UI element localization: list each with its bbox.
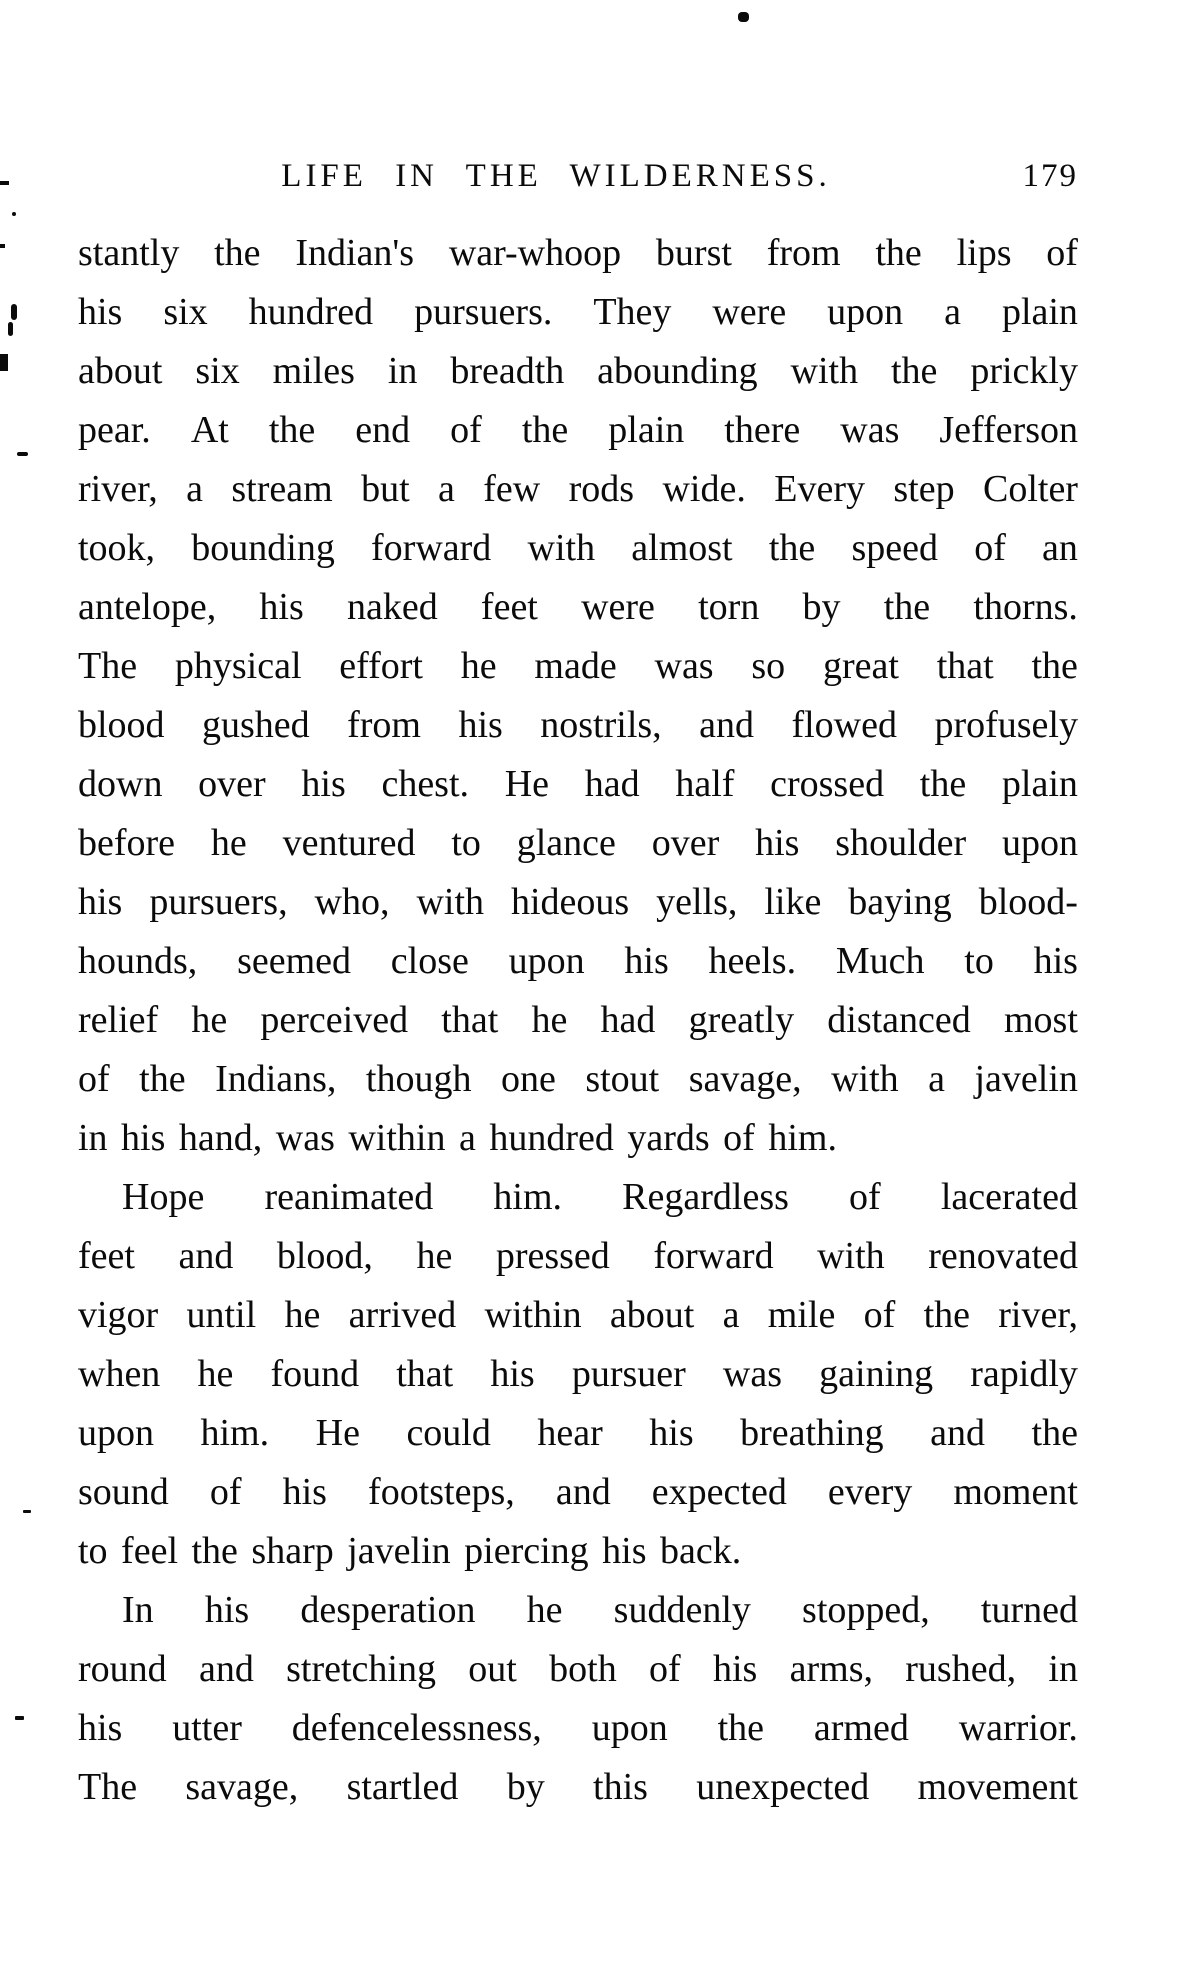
word: plain: [1001, 763, 1078, 805]
word: feet: [78, 1235, 135, 1277]
word: gaining: [819, 1353, 934, 1395]
word: his: [78, 881, 123, 923]
word: in: [387, 350, 418, 392]
word: an: [1042, 527, 1078, 569]
word: upon: [1001, 822, 1078, 864]
word: every: [827, 1471, 913, 1513]
word: he: [460, 645, 497, 687]
word: of: [1046, 232, 1078, 274]
word: He: [315, 1412, 360, 1454]
word: pressed: [495, 1235, 610, 1277]
word: the: [1031, 1412, 1078, 1454]
word: his: [649, 1412, 694, 1454]
scan-artifact-margin-dash-3: [17, 452, 28, 456]
word: crossed: [770, 763, 885, 805]
word: speed: [851, 527, 938, 569]
word: rods: [568, 468, 635, 510]
word: of: [849, 1176, 881, 1218]
word: pursuer: [571, 1353, 686, 1395]
word: seemed: [237, 940, 352, 982]
word: he: [284, 1294, 321, 1336]
word: profusely: [934, 704, 1078, 746]
word: six: [195, 350, 240, 392]
word: bounding: [191, 527, 335, 569]
word: pursuers.: [414, 291, 553, 333]
text-line: [78, 1227, 1078, 1286]
word: his: [204, 1589, 250, 1631]
word: The: [78, 1766, 138, 1808]
running-header-title: LIFE IN THE WILDERNESS.: [281, 158, 831, 194]
text-line: [78, 991, 1078, 1050]
word: down: [78, 763, 163, 805]
word: with: [817, 1235, 885, 1277]
word: arrived: [348, 1294, 457, 1336]
word: the: [214, 232, 261, 274]
text-line: [78, 873, 1078, 932]
word: a: [722, 1294, 740, 1336]
word: of: [450, 409, 482, 451]
word: wide.: [662, 468, 746, 510]
word: stretching: [286, 1648, 436, 1690]
word: blood-: [978, 881, 1078, 923]
word: hideous: [510, 881, 630, 923]
word: round: [78, 1648, 167, 1690]
word: of: [974, 527, 1006, 569]
word: utter: [172, 1707, 242, 1749]
word: so: [751, 645, 786, 687]
word: flowed: [791, 704, 897, 746]
word: the: [919, 763, 967, 805]
word: step: [893, 468, 955, 510]
word: arms,: [789, 1648, 873, 1690]
word: both: [549, 1648, 617, 1690]
word: there: [724, 409, 801, 451]
word: forward: [371, 527, 492, 569]
word: forward: [653, 1235, 774, 1277]
word: with: [831, 1058, 899, 1100]
scan-artifact-margin-dash-5: [15, 1716, 24, 1720]
word: the: [521, 409, 569, 451]
word: physical: [174, 645, 302, 687]
word: until: [186, 1294, 257, 1336]
word: desperation: [300, 1589, 476, 1631]
word: They: [593, 291, 672, 333]
word: the: [717, 1707, 764, 1749]
word: was: [654, 645, 714, 687]
word: though: [365, 1058, 472, 1100]
word: he: [531, 999, 568, 1041]
word: had: [584, 763, 640, 805]
word: his: [490, 1353, 535, 1395]
text-line: to feel the sharp javelin piercing his back.: [78, 1530, 742, 1572]
word: In: [122, 1589, 154, 1631]
word: Indians,: [215, 1058, 337, 1100]
word: stantly: [78, 232, 180, 274]
word: relief: [78, 999, 159, 1041]
word: nostrils,: [540, 704, 662, 746]
word: plain: [608, 409, 685, 451]
text-line: [78, 283, 1078, 342]
word: hounds,: [78, 940, 198, 982]
word: antelope,: [78, 586, 217, 628]
word: found: [270, 1353, 360, 1395]
word: like: [764, 881, 822, 923]
word: the: [923, 1294, 970, 1336]
word: heels.: [708, 940, 797, 982]
word: his: [282, 1471, 327, 1513]
word: prickly: [970, 350, 1078, 392]
word: and: [198, 1648, 254, 1690]
word: his: [78, 1707, 123, 1749]
running-header: [78, 156, 1078, 196]
word: Regardless: [622, 1176, 789, 1218]
word: Indian's: [295, 232, 415, 274]
word: that: [936, 645, 994, 687]
word: this: [593, 1766, 648, 1808]
word: movement: [917, 1766, 1078, 1808]
word: almost: [631, 527, 733, 569]
word: to: [451, 822, 481, 864]
text-line: [78, 814, 1078, 873]
word: and: [930, 1412, 986, 1454]
word: end: [355, 409, 411, 451]
word: upon: [827, 291, 904, 333]
word: war-whoop: [448, 232, 622, 274]
text-line: [78, 1581, 1078, 1640]
word: the: [139, 1058, 186, 1100]
scan-artifact-margin-dot-1: [12, 212, 16, 216]
body-text: [78, 224, 1078, 1817]
text-line: [78, 342, 1078, 401]
word: his: [78, 291, 123, 333]
word: ventured: [282, 822, 416, 864]
text-line: [78, 637, 1078, 696]
word: the: [768, 527, 816, 569]
word: sound: [78, 1471, 169, 1513]
word: the: [268, 409, 316, 451]
word: greatly: [688, 999, 795, 1041]
word: the: [883, 586, 931, 628]
word: torn: [698, 586, 760, 628]
word: burst: [655, 232, 732, 274]
word: one: [500, 1058, 556, 1100]
word: with: [527, 527, 596, 569]
word: glance: [516, 822, 616, 864]
word: his: [712, 1648, 758, 1690]
word: vigor: [78, 1294, 159, 1336]
word: feet: [480, 586, 538, 628]
text-line: [78, 1758, 1078, 1817]
word: expected: [651, 1471, 787, 1513]
word: Much: [835, 940, 925, 982]
word: river,: [998, 1294, 1078, 1336]
scan-artifact-margin-dash-1: [0, 181, 9, 185]
word: stout: [585, 1058, 660, 1100]
word: savage,: [688, 1058, 802, 1100]
word: abounding: [597, 350, 758, 392]
word: hundred: [248, 291, 374, 333]
text-line: [78, 1699, 1078, 1758]
word: pear.: [78, 409, 151, 451]
word: great: [822, 645, 899, 687]
word: the: [875, 232, 922, 274]
word: before: [78, 822, 176, 864]
text-line: [78, 460, 1078, 519]
text-line: [78, 755, 1078, 814]
word: half: [675, 763, 735, 805]
word: but: [361, 468, 410, 510]
word: armed: [813, 1707, 909, 1749]
text-line: [78, 519, 1078, 578]
word: had: [600, 999, 656, 1041]
word: most: [1003, 999, 1078, 1041]
word: yells,: [656, 881, 738, 923]
word: was: [840, 409, 900, 451]
word: and: [699, 704, 754, 746]
word: breadth: [450, 350, 565, 392]
word: miles: [272, 350, 355, 392]
word: out: [468, 1648, 517, 1690]
word: perceived: [260, 999, 409, 1041]
word: over: [651, 822, 720, 864]
text-line: [78, 1404, 1078, 1463]
word: he: [526, 1589, 563, 1631]
word: from: [347, 704, 421, 746]
text-line: in his hand, was within a hundred yards of him.: [78, 1117, 837, 1159]
word: about: [78, 350, 163, 392]
word: made: [534, 645, 617, 687]
text-line: [78, 401, 1078, 460]
word: with: [416, 881, 484, 923]
word: was: [722, 1353, 783, 1395]
word: river,: [78, 468, 158, 510]
word: he: [197, 1353, 234, 1395]
word: startled: [346, 1766, 459, 1808]
word: upon: [508, 940, 585, 982]
word: a: [928, 1058, 946, 1100]
word: he: [191, 999, 228, 1041]
word: his: [624, 940, 669, 982]
word: Colter: [982, 468, 1078, 510]
word: the: [890, 350, 938, 392]
text-line: [78, 1168, 1078, 1227]
scan-artifact-ink-blot-top: [738, 12, 749, 22]
text-line: [78, 1286, 1078, 1345]
text-line: [78, 932, 1078, 991]
scan-artifact-margin-mark-thick: [0, 354, 8, 371]
word: turned: [980, 1589, 1078, 1631]
word: savage,: [185, 1766, 299, 1808]
word: could: [406, 1412, 491, 1454]
word: effort: [339, 645, 423, 687]
word: warrior.: [958, 1707, 1078, 1749]
text-line: [78, 696, 1078, 755]
word: footsteps,: [368, 1471, 515, 1513]
word: his: [1033, 940, 1078, 982]
word: breathing: [740, 1412, 884, 1454]
word: defencelessness,: [291, 1707, 542, 1749]
word: The: [78, 645, 138, 687]
word: hear: [537, 1412, 603, 1454]
word: At: [190, 409, 229, 451]
word: upon: [591, 1707, 668, 1749]
word: and: [555, 1471, 611, 1513]
text-line: [78, 224, 1078, 283]
word: pursuers,: [149, 881, 288, 923]
word: renovated: [928, 1235, 1078, 1277]
word: over: [198, 763, 266, 805]
word: shoulder: [835, 822, 967, 864]
word: gushed: [202, 704, 310, 746]
word: him.: [200, 1412, 270, 1454]
word: stopped,: [802, 1589, 930, 1631]
word: with: [790, 350, 859, 392]
word: of: [209, 1471, 242, 1513]
word: his: [755, 822, 800, 864]
word: in: [1048, 1648, 1078, 1690]
word: and: [178, 1235, 234, 1277]
word: of: [649, 1648, 681, 1690]
text-line: [78, 1050, 1078, 1109]
word: a: [944, 291, 961, 333]
word: distanced: [827, 999, 971, 1041]
word: plain: [1001, 291, 1078, 333]
word: upon: [78, 1412, 154, 1454]
scan-artifact-margin-dash-2: [0, 244, 5, 248]
word: within: [484, 1294, 582, 1336]
page-number: 179: [1022, 158, 1078, 194]
scan-artifact-margin-dash-4: [23, 1510, 31, 1513]
word: Every: [774, 468, 865, 510]
word: that: [441, 999, 499, 1041]
word: he: [210, 822, 247, 864]
word: his: [458, 704, 503, 746]
word: baying: [848, 881, 952, 923]
scan-artifact-margin-squiggle-b: [8, 322, 13, 336]
word: were: [581, 586, 655, 628]
word: blood: [78, 704, 165, 746]
word: rushed,: [905, 1648, 1017, 1690]
text-line: [78, 1345, 1078, 1404]
word: his: [259, 586, 304, 628]
word: he: [416, 1235, 453, 1277]
word: lips: [956, 232, 1012, 274]
word: reanimated: [264, 1176, 434, 1218]
word: thorns.: [973, 586, 1078, 628]
word: his: [301, 763, 346, 805]
word: by: [506, 1766, 545, 1808]
word: blood,: [276, 1235, 373, 1277]
word: of: [863, 1294, 896, 1336]
word: about: [609, 1294, 695, 1336]
word: close: [390, 940, 469, 982]
word: rapidly: [970, 1353, 1078, 1395]
word: him.: [493, 1176, 563, 1218]
text-line: [78, 578, 1078, 637]
word: a: [438, 468, 455, 510]
word: a: [186, 468, 203, 510]
word: mile: [767, 1294, 836, 1336]
word: took,: [78, 527, 156, 569]
word: unexpected: [696, 1766, 870, 1808]
word: that: [396, 1353, 454, 1395]
word: chest.: [381, 763, 470, 805]
word: the: [1031, 645, 1078, 687]
word: from: [766, 232, 841, 274]
word: six: [163, 291, 208, 333]
word: who,: [314, 881, 390, 923]
word: naked: [346, 586, 438, 628]
word: were: [712, 291, 787, 333]
word: few: [483, 468, 541, 510]
word: javelin: [974, 1058, 1078, 1100]
word: Hope: [122, 1176, 205, 1218]
text-line: [78, 1463, 1078, 1522]
word: lacerated: [940, 1176, 1078, 1218]
word: by: [802, 586, 841, 628]
word: stream: [231, 468, 333, 510]
word: to: [964, 940, 994, 982]
scan-artifact-margin-squiggle-a: [11, 304, 17, 320]
text-line: [78, 1640, 1078, 1699]
word: when: [78, 1353, 161, 1395]
word: suddenly: [613, 1589, 751, 1631]
word: He: [504, 763, 550, 805]
word: of: [78, 1058, 110, 1100]
word: moment: [953, 1471, 1078, 1513]
word: Jefferson: [939, 409, 1078, 451]
